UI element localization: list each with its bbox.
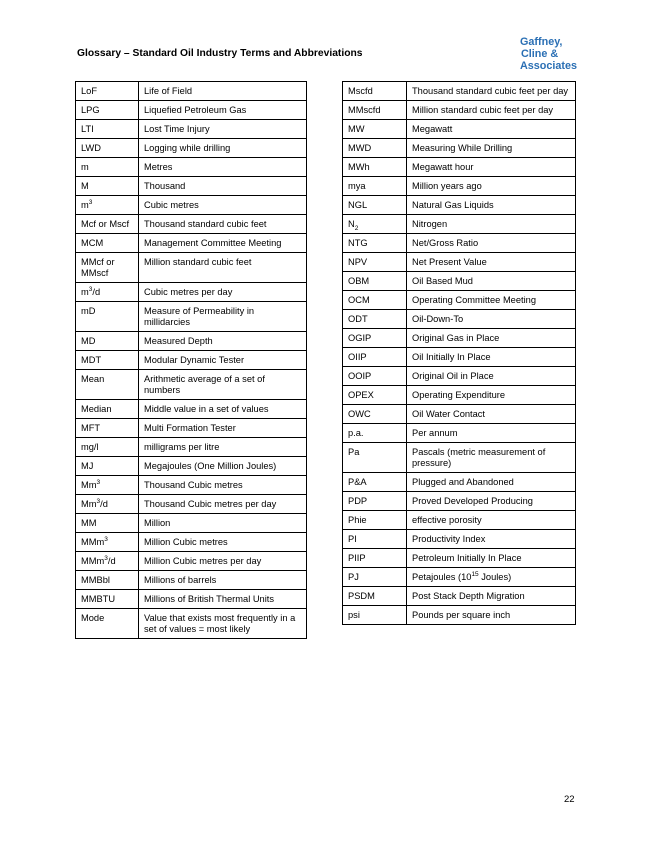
definition-cell — [139, 419, 307, 438]
term-cell — [343, 310, 407, 329]
term-cell — [76, 590, 139, 609]
definition-text: Pounds per square inch — [412, 610, 511, 620]
term-cell — [343, 405, 407, 424]
term-cell — [343, 253, 407, 272]
company-logo — [520, 36, 577, 72]
term-superscript: 3 — [104, 554, 108, 562]
term-cell — [343, 177, 407, 196]
term-cell — [343, 568, 407, 587]
definition-cell — [407, 234, 576, 253]
glossary-row — [343, 120, 576, 139]
term-cell — [343, 82, 407, 101]
term-text: PSDM — [348, 591, 375, 601]
term-cell — [343, 424, 407, 443]
term-superscript: 3 — [96, 497, 101, 505]
definition-text: Thousand standard cubic feet per day — [412, 86, 569, 96]
glossary-row — [343, 82, 576, 101]
definition-text: effective porosity — [412, 515, 482, 525]
definition-cell — [407, 348, 576, 367]
glossary-row — [76, 457, 307, 476]
term-text: Mean — [81, 374, 105, 384]
term-text: MD — [81, 336, 96, 346]
definition-cell — [139, 476, 307, 495]
logo-line-1: Gaffney, — [520, 36, 563, 48]
definition-cell — [139, 351, 307, 370]
term-text: OIIP — [348, 352, 367, 362]
term-cell — [76, 215, 139, 234]
term-text: MFT — [81, 423, 101, 433]
term-cell — [76, 476, 139, 495]
definition-cell — [407, 196, 576, 215]
definition-cell — [139, 101, 307, 120]
definition-text: Net/Gross Ratio — [412, 238, 479, 248]
definition-cell — [139, 438, 307, 457]
term-text: Mcf or Mscf — [81, 219, 130, 229]
term-cell — [76, 571, 139, 590]
term-text: MMBTU — [81, 594, 116, 604]
term-text: MMcf or MMscf — [81, 257, 115, 278]
definition-text: Million years ago — [412, 181, 482, 191]
term-text: m — [81, 200, 89, 210]
definition-cell — [407, 177, 576, 196]
definition-text: Petroleum Initially In Place — [412, 553, 522, 563]
definition-cell — [139, 158, 307, 177]
term-cell — [343, 139, 407, 158]
term-cell — [343, 530, 407, 549]
definition-text: Arithmetic average of a set of numbers — [144, 374, 265, 395]
definition-text: Million standard cubic feet — [144, 257, 252, 267]
glossary-table-right — [342, 81, 576, 625]
term-text: P&A — [348, 477, 367, 487]
definition-superscript: 15 — [471, 570, 479, 578]
definition-text: Life of Field — [144, 86, 193, 96]
term-text: LoF — [81, 86, 98, 96]
term-text: OCM — [348, 295, 370, 305]
term-text: OWC — [348, 409, 371, 419]
definition-text: Liquefied Petroleum Gas — [144, 105, 247, 115]
definition-cell — [139, 400, 307, 419]
definition-cell — [407, 424, 576, 443]
term-text: MM — [81, 518, 97, 528]
term-cell — [76, 609, 139, 639]
term-cell — [343, 549, 407, 568]
term-superscript: 3 — [104, 535, 108, 543]
term-cell — [343, 386, 407, 405]
term-cell — [76, 253, 139, 283]
term-text: NGL — [348, 200, 368, 210]
glossary-row — [76, 495, 307, 514]
definition-cell — [407, 549, 576, 568]
term-cell — [343, 291, 407, 310]
logo-line-3: Associates — [520, 60, 578, 72]
definition-text: Productivity Index — [412, 534, 486, 544]
definition-cell — [407, 329, 576, 348]
term-text: mg/l — [81, 442, 99, 452]
term-cell — [76, 438, 139, 457]
term-cell — [76, 370, 139, 400]
glossary-row — [76, 351, 307, 370]
definition-text: Measuring While Drilling — [412, 143, 513, 153]
glossary-row — [343, 587, 576, 606]
term-text: Median — [81, 404, 112, 414]
term-text: PJ — [348, 572, 359, 582]
glossary-row — [343, 215, 576, 234]
definition-text: Proved Developed Producing — [412, 496, 533, 506]
definition-cell — [139, 120, 307, 139]
term-cell — [76, 514, 139, 533]
definition-cell — [139, 332, 307, 351]
glossary-row — [343, 530, 576, 549]
definition-text: Oil Initially In Place — [412, 352, 491, 362]
term-cell — [343, 272, 407, 291]
glossary-row — [343, 234, 576, 253]
glossary-row — [343, 158, 576, 177]
glossary-row — [343, 405, 576, 424]
definition-cell — [139, 234, 307, 253]
definition-cell — [139, 177, 307, 196]
definition-cell — [407, 82, 576, 101]
definition-text: Thousand Cubic metres — [144, 480, 243, 490]
term-cell — [76, 495, 139, 514]
glossary-row — [343, 492, 576, 511]
glossary-row — [76, 302, 307, 332]
glossary-row — [343, 568, 576, 587]
glossary-row — [76, 533, 307, 552]
term-cell — [343, 234, 407, 253]
glossary-row — [343, 606, 576, 625]
glossary-row — [343, 196, 576, 215]
term-text: MMm — [81, 537, 105, 547]
definition-cell — [407, 291, 576, 310]
definition-text: Middle value in a set of values — [144, 404, 269, 414]
term-superscript: 3 — [88, 198, 93, 206]
glossary-row — [343, 253, 576, 272]
glossary-row — [76, 158, 307, 177]
definition-text: Operating Expenditure — [412, 390, 506, 400]
term-cell — [343, 587, 407, 606]
term-cell — [343, 101, 407, 120]
term-text: Pa — [348, 447, 360, 457]
definition-cell — [407, 158, 576, 177]
term-cell — [343, 158, 407, 177]
definition-text: Lost Time Injury — [144, 124, 210, 134]
term-cell — [343, 367, 407, 386]
definition-cell — [407, 568, 576, 587]
definition-cell — [139, 533, 307, 552]
term-text: Mscfd — [348, 86, 373, 96]
definition-text: Original Oil in Place — [412, 371, 494, 381]
glossary-row — [76, 552, 307, 571]
term-cell — [76, 234, 139, 253]
term-cell — [76, 419, 139, 438]
definition-text: Nitrogen — [412, 219, 448, 229]
term-cell — [76, 457, 139, 476]
definition-cell — [407, 587, 576, 606]
glossary-table-left — [75, 81, 307, 639]
definition-text: Thousand Cubic metres per day — [144, 499, 277, 509]
term-cell — [76, 332, 139, 351]
definition-cell — [139, 571, 307, 590]
definition-cell — [407, 473, 576, 492]
glossary-row — [343, 386, 576, 405]
definition-text: Petajoules (10 — [412, 572, 472, 582]
definition-text: Pascals (metric measurement of pressure) — [412, 447, 546, 468]
glossary-row — [343, 473, 576, 492]
term-text: PDP — [348, 496, 368, 506]
glossary-row — [343, 139, 576, 158]
definition-text: Million — [144, 518, 171, 528]
definition-text: Natural Gas Liquids — [412, 200, 494, 210]
glossary-row — [343, 101, 576, 120]
definition-text: Modular Dynamic Tester — [144, 355, 245, 365]
glossary-row — [343, 291, 576, 310]
definition-cell — [139, 196, 307, 215]
glossary-row — [343, 272, 576, 291]
glossary-row — [76, 370, 307, 400]
term-text: Phie — [348, 515, 367, 525]
term-text: LTI — [81, 124, 94, 134]
term-text: MWD — [348, 143, 372, 153]
definition-cell — [139, 370, 307, 400]
term-suffix: /d — [92, 287, 101, 297]
glossary-row — [76, 177, 307, 196]
definition-text: Oil Water Contact — [412, 409, 486, 419]
definition-cell — [139, 253, 307, 283]
glossary-row — [76, 101, 307, 120]
term-cell — [76, 139, 139, 158]
glossary-row — [343, 329, 576, 348]
term-superscript: 3 — [96, 478, 101, 486]
definition-text: Metres — [144, 162, 173, 172]
term-cell — [76, 351, 139, 370]
glossary-row — [76, 234, 307, 253]
definition-cell — [139, 495, 307, 514]
definition-cell — [139, 590, 307, 609]
term-cell — [76, 177, 139, 196]
glossary-row — [343, 443, 576, 473]
term-text: Mm — [81, 480, 97, 490]
definition-text: Plugged and Abandoned — [412, 477, 514, 487]
term-text: m — [81, 287, 89, 297]
glossary-row — [76, 609, 307, 639]
glossary-row — [76, 571, 307, 590]
definition-cell — [139, 139, 307, 158]
definition-cell — [407, 386, 576, 405]
term-text: PIIP — [348, 553, 366, 563]
definition-cell — [407, 139, 576, 158]
term-cell — [76, 82, 139, 101]
term-cell — [76, 552, 139, 571]
term-text: N — [348, 219, 355, 229]
term-text: MCM — [81, 238, 104, 248]
definition-text: Millions of barrels — [144, 575, 217, 585]
glossary-row — [343, 177, 576, 196]
term-text: MW — [348, 124, 365, 134]
definition-cell — [139, 302, 307, 332]
definition-cell — [407, 310, 576, 329]
term-text: Mm — [81, 499, 97, 509]
definition-text: Logging while drilling — [144, 143, 231, 153]
term-text: MMm — [81, 556, 105, 566]
term-text: MWh — [348, 162, 370, 172]
definition-cell — [139, 457, 307, 476]
term-cell — [343, 473, 407, 492]
definition-cell — [139, 215, 307, 234]
definition-text: Million standard cubic feet per day — [412, 105, 554, 115]
definition-text: Million Cubic metres per day — [144, 556, 262, 566]
logo-line-2: Cline & — [521, 48, 559, 60]
definition-cell — [407, 511, 576, 530]
definition-cell — [139, 82, 307, 101]
term-text: LWD — [81, 143, 101, 153]
glossary-row — [76, 215, 307, 234]
glossary-row — [76, 476, 307, 495]
definition-text: Megawatt hour — [412, 162, 474, 172]
definition-text: Measured Depth — [144, 336, 213, 346]
definition-cell — [139, 552, 307, 571]
definition-text: Value that exists most frequently in a set of values = most likely — [144, 613, 296, 634]
glossary-row — [343, 549, 576, 568]
definition-cell — [407, 367, 576, 386]
term-cell — [76, 400, 139, 419]
definition-cell — [407, 405, 576, 424]
term-text: M — [81, 181, 89, 191]
page-number: 22 — [564, 794, 575, 805]
definition-cell — [139, 609, 307, 639]
glossary-row — [76, 139, 307, 158]
term-text: OPEX — [348, 390, 374, 400]
definition-cell — [407, 272, 576, 291]
definition-cell — [407, 530, 576, 549]
term-text: LPG — [81, 105, 100, 115]
term-cell — [343, 348, 407, 367]
term-cell — [343, 511, 407, 530]
term-text: p.a. — [348, 428, 364, 438]
definition-text: Megawatt — [412, 124, 453, 134]
definition-cell — [407, 606, 576, 625]
term-text: MMBbl — [81, 575, 110, 585]
term-text: psi — [348, 610, 360, 620]
glossary-row — [76, 419, 307, 438]
glossary-row — [76, 400, 307, 419]
glossary-row — [76, 283, 307, 302]
definition-text: Millions of British Thermal Units — [144, 594, 275, 604]
term-text: NPV — [348, 257, 368, 267]
definition-text: Thousand — [144, 181, 186, 191]
definition-text: Net Present Value — [412, 257, 487, 267]
glossary-row — [343, 367, 576, 386]
term-cell — [76, 302, 139, 332]
term-text: OBM — [348, 276, 370, 286]
term-cell — [343, 215, 407, 234]
term-cell — [76, 101, 139, 120]
glossary-row — [76, 332, 307, 351]
term-cell — [76, 283, 139, 302]
term-text: MJ — [81, 461, 94, 471]
definition-text: Operating Committee Meeting — [412, 295, 537, 305]
term-suffix: /d — [100, 499, 108, 509]
glossary-row — [76, 196, 307, 215]
definition-text: Management Committee Meeting — [144, 238, 282, 248]
glossary-row — [76, 82, 307, 101]
glossary-row — [76, 438, 307, 457]
definition-text: Oil Based Mud — [412, 276, 473, 286]
glossary-row — [343, 424, 576, 443]
term-text: OGIP — [348, 333, 372, 343]
term-cell — [76, 120, 139, 139]
term-text: MDT — [81, 355, 102, 365]
term-cell — [76, 196, 139, 215]
definition-text: Oil-Down-To — [412, 314, 464, 324]
glossary-row — [76, 120, 307, 139]
definition-text: Cubic metres per day — [144, 287, 233, 297]
glossary-row — [343, 310, 576, 329]
definition-text: Measure of Permeability in millidarcies — [144, 306, 255, 327]
glossary-row — [76, 590, 307, 609]
glossary-row — [343, 348, 576, 367]
definition-cell — [407, 253, 576, 272]
definition-text: Megajoules (One Million Joules) — [144, 461, 277, 471]
term-text: ODT — [348, 314, 368, 324]
term-cell — [343, 606, 407, 625]
term-cell — [343, 492, 407, 511]
definition-suffix: Joules) — [478, 572, 512, 582]
definition-cell — [407, 492, 576, 511]
glossary-row — [76, 253, 307, 283]
term-text: mya — [348, 181, 366, 191]
definition-text: Million Cubic metres — [144, 537, 228, 547]
term-text: m — [81, 162, 89, 172]
definition-cell — [139, 283, 307, 302]
definition-text: Cubic metres — [144, 200, 199, 210]
term-subscript: 2 — [354, 224, 359, 232]
definition-cell — [139, 514, 307, 533]
term-text: OOIP — [348, 371, 372, 381]
definition-cell — [407, 215, 576, 234]
definition-text: Per annum — [412, 428, 458, 438]
term-text: NTG — [348, 238, 368, 248]
definition-text: Thousand standard cubic feet — [144, 219, 267, 229]
glossary-row — [76, 514, 307, 533]
term-suffix: /d — [107, 556, 116, 566]
glossary-row — [343, 511, 576, 530]
term-cell — [76, 533, 139, 552]
term-text: Mode — [81, 613, 105, 623]
term-cell — [343, 196, 407, 215]
definition-cell — [407, 120, 576, 139]
term-cell — [343, 120, 407, 139]
definition-text: milligrams per litre — [144, 442, 220, 452]
term-text: PI — [348, 534, 357, 544]
definition-text: Multi Formation Tester — [144, 423, 236, 433]
term-text: mD — [81, 306, 96, 316]
definition-text: Original Gas in Place — [412, 333, 500, 343]
term-cell — [343, 329, 407, 348]
term-cell — [343, 443, 407, 473]
term-cell — [76, 158, 139, 177]
term-text: MMscfd — [348, 105, 381, 115]
definition-cell — [407, 443, 576, 473]
document-title: Glossary – Standard Oil Industry Terms and Abbreviations — [77, 48, 363, 59]
definition-text: Post Stack Depth Migration — [412, 591, 525, 601]
definition-cell — [407, 101, 576, 120]
term-superscript: 3 — [88, 285, 93, 293]
